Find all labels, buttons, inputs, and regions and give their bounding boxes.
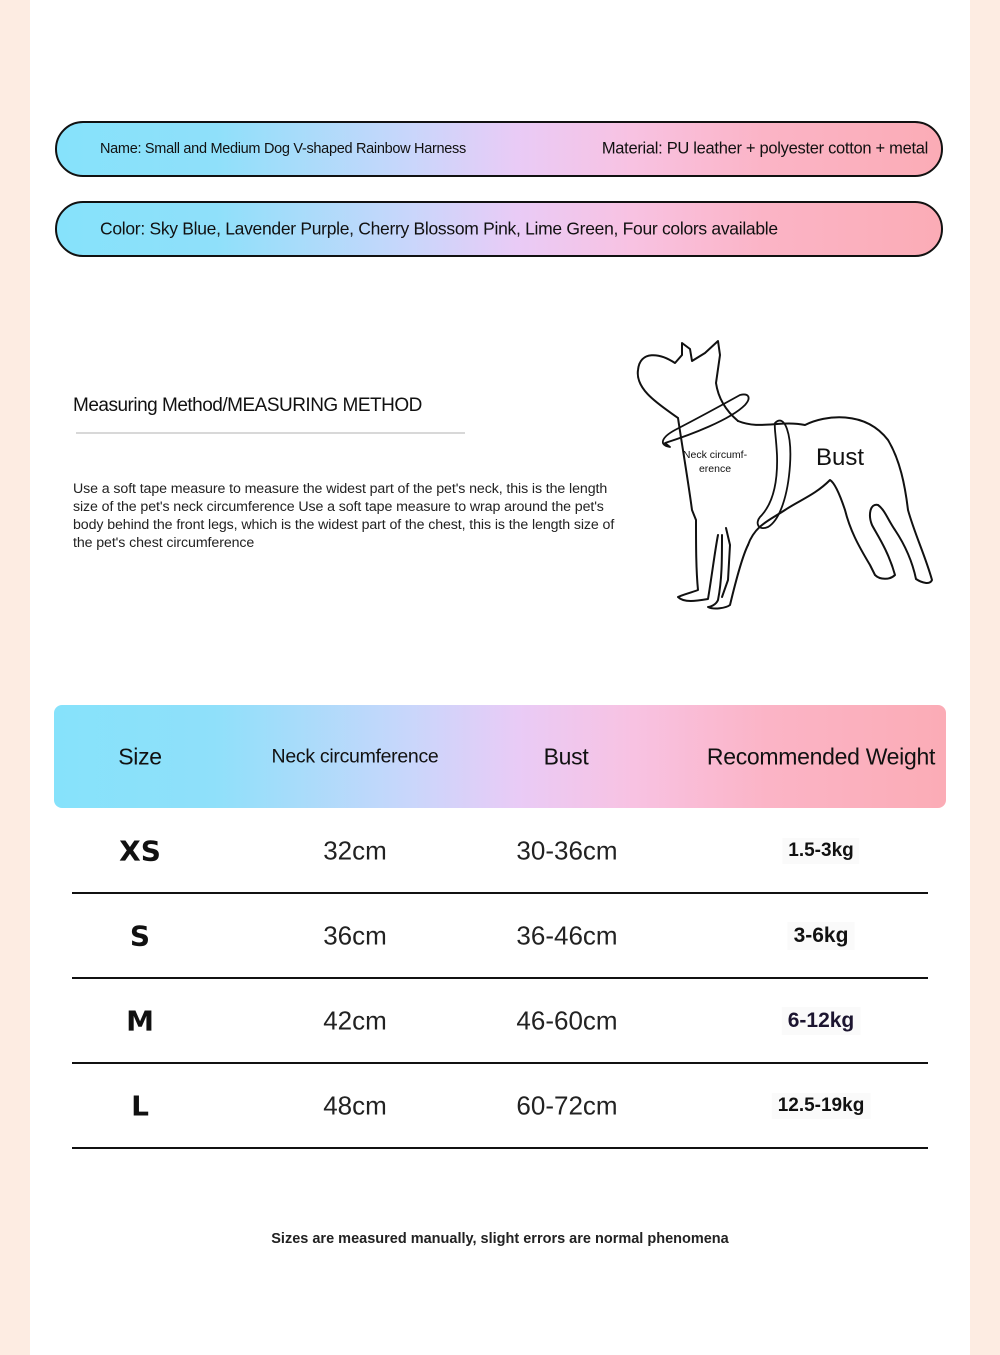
cell-weight: 12.5-19kg (772, 1093, 871, 1119)
dog-outline-icon (638, 341, 932, 608)
cell-weight: 1.5-3kg (782, 838, 859, 864)
cell-size: L (131, 1089, 149, 1123)
cell-size: M (126, 1004, 154, 1038)
product-material: Material: PU leather + polyester cotton + metal (601, 139, 928, 158)
product-colors: Color: Sky Blue, Lavender Purple, Cherry Blossom Pink, Lime Green, Four colors available (100, 218, 778, 239)
cell-bust: 60-72cm (516, 1090, 618, 1121)
cell-neck: 32cm (323, 835, 387, 866)
table-row-s (72, 894, 928, 979)
title-divider (76, 432, 465, 434)
dog-measurement-diagram (630, 335, 940, 620)
row-divider (72, 1147, 928, 1149)
header-bust: Bust (543, 743, 589, 769)
measuring-method-description: Use a soft tape measure to measure the widest part of the pet's neck, this is the length size of the pet's neck circumference Use a soft tape measure to wrap around the pet's body behind the front legs, which is the widest part of the chest, this is the length size of the pet's chest circumference (73, 481, 615, 551)
product-name: Name: Small and Medium Dog V-shaped Rainbow Harness (100, 141, 466, 157)
size-footnote: Sizes are measured manually, slight errors are normal phenomena (271, 1231, 729, 1247)
bust-label: Bust (816, 444, 865, 471)
cell-size: S (129, 919, 151, 953)
cell-bust: 36-46cm (516, 920, 618, 951)
measuring-method-title: Measuring Method/MEASURING METHOD (73, 395, 422, 416)
cell-bust: 46-60cm (516, 1005, 618, 1036)
product-color-pill (55, 201, 943, 257)
table-row-m (72, 979, 928, 1064)
header-neck-circumference: Neck circumference (271, 745, 439, 767)
header-size: Size (118, 743, 162, 769)
cell-size: XS (119, 834, 161, 868)
size-table-header (54, 705, 946, 808)
cell-neck: 42cm (323, 1005, 387, 1036)
cell-neck: 36cm (323, 920, 387, 951)
neck-circumference-label-line2: erence (698, 463, 732, 475)
product-info-pill (55, 121, 943, 177)
cell-weight: 6-12kg (782, 1007, 861, 1035)
cell-bust: 30-36cm (516, 835, 618, 866)
cell-neck: 48cm (323, 1090, 387, 1121)
cell-weight: 3-6kg (788, 922, 855, 950)
table-row-xs (72, 809, 928, 894)
table-row-l (72, 1064, 928, 1149)
product-page (30, 0, 970, 1355)
neck-circumference-label-line1: Neck circumf- (682, 449, 748, 461)
header-recommended-weight: Recommended Weight (706, 743, 936, 769)
